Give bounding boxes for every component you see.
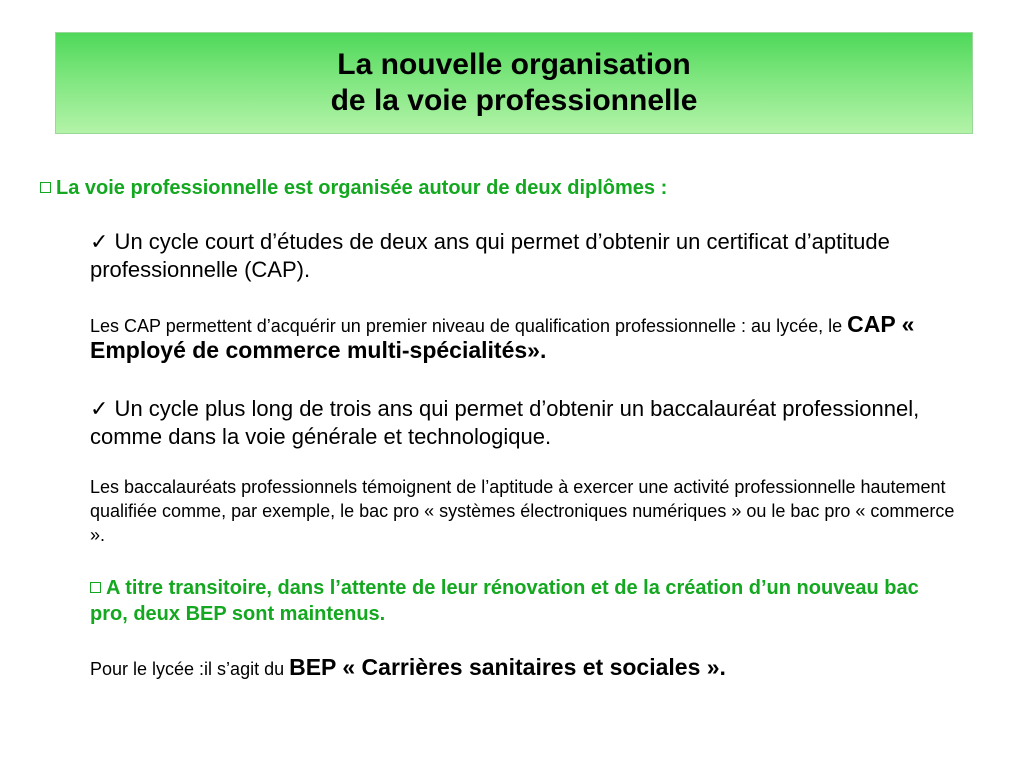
bep-detail-emphasis: BEP « Carrières sanitaires et sociales ». xyxy=(289,654,726,680)
cap-cycle-text: Un cycle court d’études de deux ans qui permet d’obtenir un certificat d’aptitude professionnelle (CAP). xyxy=(90,229,890,282)
title-banner xyxy=(55,32,973,134)
cap-detail-emphasis: CAP « Employé de commerce multi-spécialités». xyxy=(90,311,915,363)
bep-detail-text: Pour le lycée :il s’agit du xyxy=(90,659,290,679)
bep-detail xyxy=(90,655,960,681)
bac-cycle-text: Un cycle plus long de trois ans qui permet d’obtenir un baccalauréat professionnel, comme dans la voie générale et technologique. xyxy=(90,396,920,449)
section-heading-bep-text: A titre transitoire, dans l’attente de leur rénovation et de la création d’un nouveau bac pro, deux BEP sont maintenus. xyxy=(90,577,919,625)
title-line-1: La nouvelle organisation xyxy=(337,48,691,81)
section-heading-diplomas xyxy=(40,176,667,200)
bac-detail-text: Les baccalauréats professionnels témoignent de l’aptitude à exercer une activité professionnelle hautement qualifiée comme, par exemple, le bac pro « systèmes électroniques numériques » ou le bac pro « commerce ». xyxy=(90,477,955,545)
bac-cycle-item xyxy=(90,395,960,450)
bac-detail xyxy=(90,475,960,547)
title-line-2: de la voie professionnelle xyxy=(330,84,698,117)
square-bullet-icon xyxy=(40,182,51,193)
checkmark-icon: ✓ xyxy=(90,397,109,422)
section-heading-text: La voie professionnelle est organisée autour de deux diplômes : xyxy=(56,177,668,199)
cap-detail-text: Les CAP permettent d’acquérir un premier niveau de qualification professionnelle : au lycée, le xyxy=(90,316,848,336)
section-heading-bep xyxy=(90,575,960,627)
checkmark-icon: ✓ xyxy=(90,230,109,255)
square-bullet-icon xyxy=(90,582,101,593)
cap-detail xyxy=(90,312,960,364)
cap-cycle-item xyxy=(90,228,960,283)
